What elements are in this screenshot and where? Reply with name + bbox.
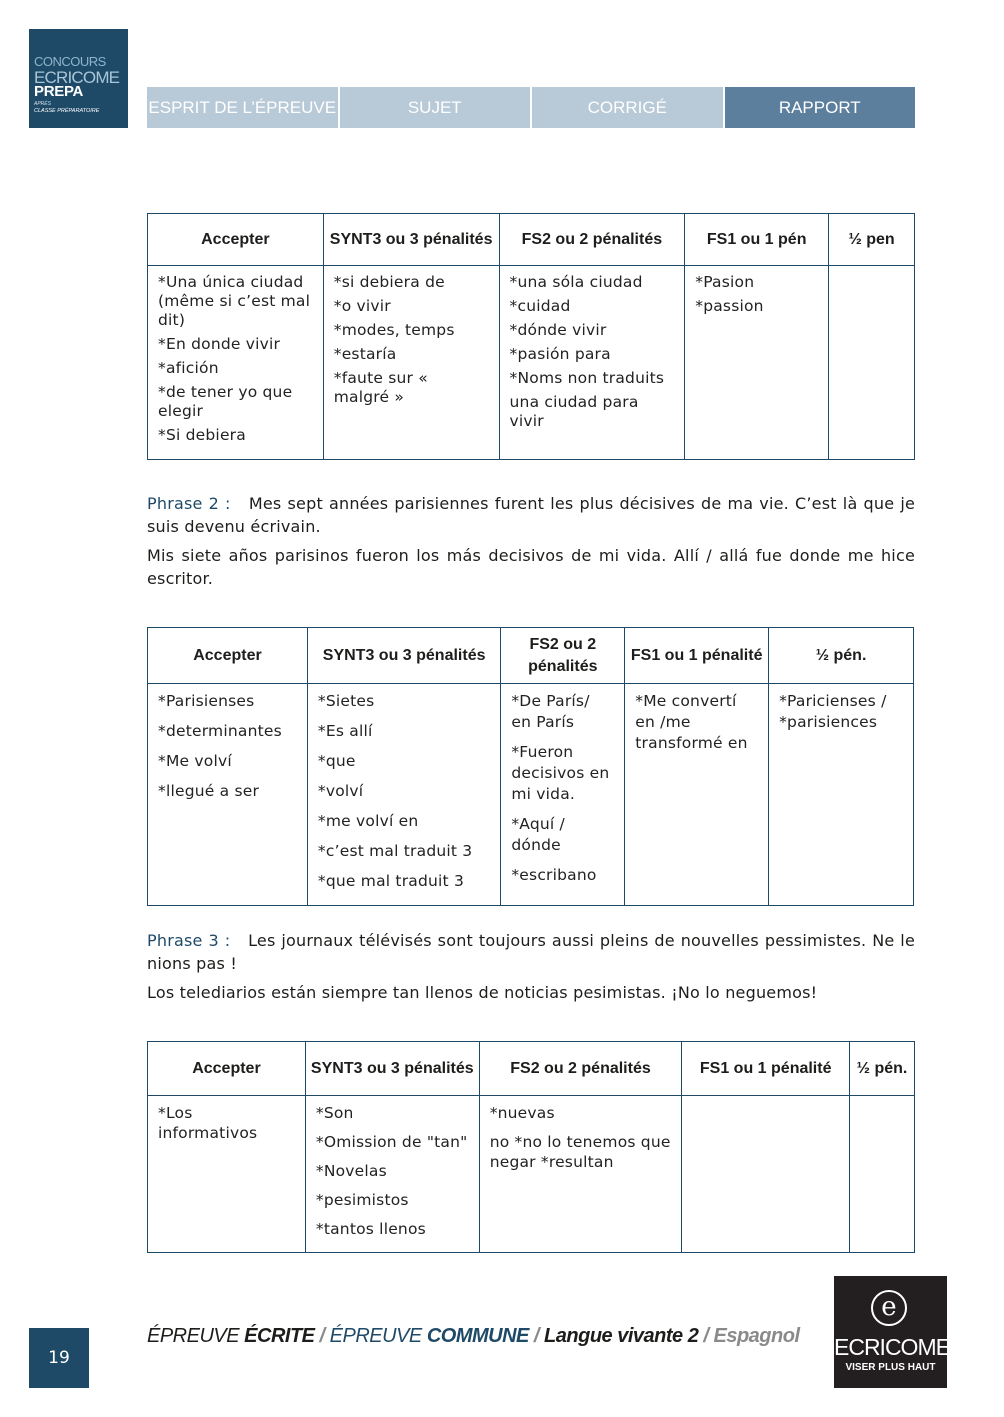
header-synt3: SYNT3 ou 3 pénalités <box>305 1042 479 1096</box>
cell-accepter <box>148 266 324 460</box>
cell-entry: *pesimistos <box>315 1191 409 1209</box>
cell-entry: *Son <box>315 1104 354 1122</box>
tab-rapport[interactable]: RAPPORT <box>725 87 916 128</box>
phrase-2-label: Phrase 2 : <box>147 494 231 513</box>
cell-entry: *determinantes <box>158 722 282 740</box>
header-accepter: Accepter <box>148 214 324 266</box>
header-half-pen: ½ pén. <box>769 628 914 684</box>
cell-entry: *En donde vivir <box>158 335 281 353</box>
cell-entry: *llegué a ser <box>158 782 260 800</box>
cell-entry: *dónde vivir <box>509 321 607 339</box>
footer-commune: COMMUNE <box>426 1325 529 1347</box>
cell-entry: *nuevas <box>489 1104 555 1122</box>
cell-entry: *pasión para <box>509 345 611 363</box>
cell-entry: *Parisienses <box>158 692 255 710</box>
cell-half-pen <box>829 266 915 460</box>
footer-title <box>147 1325 800 1348</box>
ecricome-slogan: VISER PLUS HAUT <box>845 1362 936 1373</box>
header-accepter: Accepter <box>148 628 308 684</box>
logo-line-apres: APRÈS <box>34 101 51 107</box>
cell-entry: *tantos llenos <box>315 1220 426 1238</box>
tab-esprit[interactable]: ESPRIT DE L’ÉPREUVE <box>147 87 338 128</box>
cell-accepter <box>148 684 308 906</box>
cell-entry: *me volví en <box>317 812 419 830</box>
cell-entry: *que mal traduit 3 <box>317 872 465 890</box>
cell-entry: *Novelas <box>315 1162 387 1180</box>
cell-entry: *Noms non traduits <box>509 369 665 387</box>
header-fs1: FS1 ou 1 pénalité <box>625 628 769 684</box>
header-half-pen: ½ pén. <box>850 1042 915 1096</box>
cell-entry: *afición <box>158 359 219 377</box>
phrase-3-label: Phrase 3 : <box>147 931 231 950</box>
phrase-2-french: Mes sept années parisiennes furent les plus décisives de ma vie. C’est là que je suis devenu écrivain. <box>147 494 916 536</box>
cell-entry: *Fueron decisivos en mi vida. <box>511 743 610 803</box>
cell-entry: *Si debiera <box>158 426 246 444</box>
footer-epreuve: ÉPREUVE <box>147 1325 245 1347</box>
cell-entry: *Los informativos <box>158 1104 258 1142</box>
cell-entry: *Me volví <box>158 752 232 770</box>
cell-fs2 <box>499 266 685 460</box>
cell-entry: *Pasion <box>695 273 755 291</box>
concours-ecricome-logo <box>29 29 128 128</box>
header-fs2: FS2 ou 2 pénalités <box>499 214 685 266</box>
cell-synt3 <box>305 1096 479 1253</box>
cell-entry: *Paricienses / *parisiences <box>779 692 887 731</box>
cell-entry: *o vivir <box>333 297 391 315</box>
header-fs2: FS2 ou 2 pénalités <box>501 628 625 684</box>
cell-entry: *volví <box>317 782 364 800</box>
cell-fs1 <box>625 684 769 906</box>
cell-entry: *escribano <box>511 866 597 884</box>
tab-corrige[interactable]: CORRIGÉ <box>532 87 723 128</box>
footer-sep-2: / <box>528 1325 545 1347</box>
phrase-3-french: Les journaux télévisés sont toujours aussi pleins de nouvelles pessimistes. Ne le nions pas ! <box>147 931 916 973</box>
cell-entry: *de tener yo que elegir <box>158 383 293 420</box>
cell-fs2 <box>479 1096 682 1253</box>
cell-synt3 <box>307 684 500 906</box>
header-half-pen: ½ pen <box>829 214 915 266</box>
section-tabs <box>147 87 915 128</box>
grading-table-1 <box>147 213 915 460</box>
footer-langue: Langue vivante 2 <box>544 1325 699 1347</box>
cell-fs1 <box>685 266 829 460</box>
header-synt3: SYNT3 ou 3 pénalités <box>307 628 500 684</box>
tab-sujet[interactable]: SUJET <box>340 87 531 128</box>
cell-entry: *Es allí <box>317 722 373 740</box>
cell-entry: *Aquí / dónde <box>511 815 565 854</box>
footer-ecrite: ÉCRITE <box>244 1325 315 1347</box>
cell-entry: *De París/ en París <box>511 692 590 731</box>
cell-fs2 <box>501 684 625 906</box>
cell-entry: *Me convertí en /me transformé en <box>635 692 748 752</box>
logo-line-prepa: PREPA <box>34 83 84 100</box>
header-fs1: FS1 ou 1 pén <box>685 214 829 266</box>
grading-table-2 <box>147 627 914 906</box>
footer-epreuve-2: ÉPREUVE <box>329 1325 427 1347</box>
cell-entry: *c’est mal traduit 3 <box>317 842 473 860</box>
cell-entry: *una sóla ciudad <box>509 273 643 291</box>
phrase-2-source <box>147 492 915 538</box>
cell-entry: *Una única ciudad (même si c’est mal dit) <box>158 273 311 329</box>
phrase-3-source <box>147 929 915 975</box>
cell-entry: no *no lo tenemos que negar *resultan <box>489 1133 671 1171</box>
cell-entry: *faute sur « malgré » <box>333 369 428 406</box>
cell-fs1 <box>682 1096 850 1253</box>
cell-entry: *modes, temps <box>333 321 455 339</box>
footer-espagnol: Espagnol <box>713 1325 800 1347</box>
cell-half-pen <box>769 684 914 906</box>
cell-entry: *que <box>317 752 356 770</box>
cell-half-pen <box>850 1096 915 1253</box>
ecricome-name: ECRICOME <box>834 1334 950 1360</box>
phrase-2-translation: Mis siete años parisinos fueron los más decisivos de mi vida. Allí / allá fue donde me hice escritor. <box>147 546 915 588</box>
cell-entry: *Omission de "tan" <box>315 1133 468 1151</box>
header-synt3: SYNT3 ou 3 pénalités <box>323 214 499 266</box>
phrase-3-translation: Los telediarios están siempre tan llenos de noticias pesimistas. ¡No lo neguemos! <box>147 983 818 1002</box>
cell-entry: *cuidad <box>509 297 571 315</box>
page-number: 19 <box>29 1328 89 1388</box>
footer-sep-1: / <box>314 1325 330 1347</box>
cell-entry: *estaría <box>333 345 397 363</box>
cell-accepter <box>148 1096 306 1253</box>
cell-entry: *Sietes <box>317 692 375 710</box>
grading-table-3 <box>147 1041 915 1253</box>
ecricome-e-icon: e <box>881 1292 897 1322</box>
header-accepter: Accepter <box>148 1042 306 1096</box>
cell-entry: una ciudad para vivir <box>509 393 639 430</box>
cell-synt3 <box>323 266 499 460</box>
logo-line-classe: CLASSE PRÉPARATOIRE <box>34 108 100 114</box>
header-fs1: FS1 ou 1 pénalité <box>682 1042 850 1096</box>
header-fs2: FS2 ou 2 pénalités <box>479 1042 682 1096</box>
footer-sep-3: / <box>698 1325 714 1347</box>
logo-line-concours: CONCOURS <box>34 54 106 69</box>
cell-entry: *si debiera de <box>333 273 445 291</box>
logo-line-ecricome: ECRICOME <box>34 68 120 87</box>
ecricome-brand-logo <box>834 1276 950 1388</box>
cell-entry: *passion <box>695 297 764 315</box>
